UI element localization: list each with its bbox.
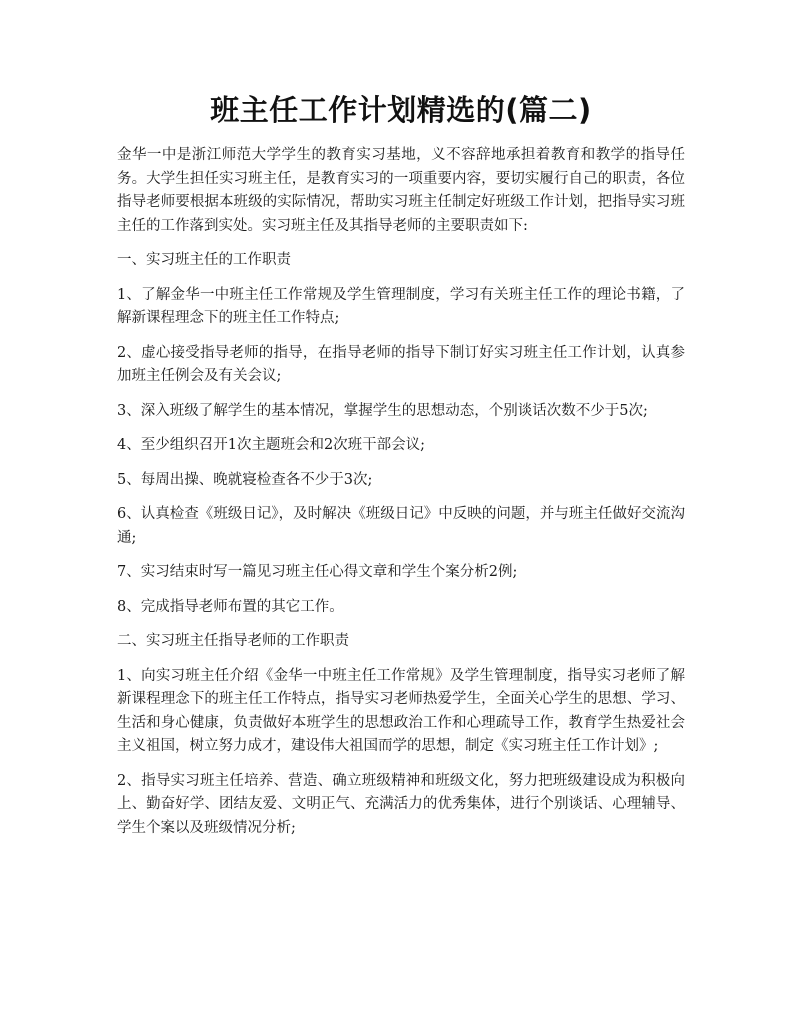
section-1-item: 4、至少组织召开1次主题班会和2次班干部会议; xyxy=(117,437,426,453)
section-2-item: 2、指导实习班主任培养、营造、确立班级精神和班级文化，努力把班级建设成为积极向上、勤奋好学、团结友爱、文明正气、充满活力的优秀集体，进行个别谈话、心理辅导、学生个案以及班级情况分析; xyxy=(117,772,685,836)
section-1-heading: 一、实习班主任的工作职责 xyxy=(117,252,291,268)
section-1-item: 1、了解金华一中班主任工作常规及学生管理制度，学习有关班主任工作的理论书籍，了解新课程理念下的班主任工作特点; xyxy=(117,286,685,326)
section-1-item: 6、认真检查《班级日记》，及时解决《班级日记》中反映的问题，并与班主任做好交流沟通; xyxy=(117,506,685,546)
section-1-item: 2、虚心接受指导老师的指导，在指导老师的指导下制订好实习班主任工作计划，认真参加班主任例会及有关会议; xyxy=(117,344,685,384)
section-1-item: 3、深入班级了解学生的基本情况，掌握学生的思想动态，个别谈话次数不少于5次; xyxy=(117,402,648,419)
section-1-item: 8、完成指导老师布置的其它工作。 xyxy=(117,598,344,615)
intro-paragraph: 金华一中是浙江师范大学学生的教育实习基地，义不容辞地承担着教育和教学的指导任务。大学生担任实习班主任，是教育实习的一项重要内容，要切实履行自己的职责，各位指导老师要根据本班级的实际情况，帮助实习班主任制定好班级工作计划，把指导实习班主任的工作落到实处。实习班主任及其指导老师的主要职责如下: xyxy=(117,147,685,234)
section-2-heading: 二、实习班主任指导老师的工作职责 xyxy=(117,633,349,649)
section-1-item: 7、实习结束时写一篇见习班主任心得文章和学生个案分析2例; xyxy=(117,564,518,580)
document-title: 班主任工作计划精选的(篇二) xyxy=(210,93,592,127)
section-1-item: 5、每周出操、晚就寝检查各不少于3次; xyxy=(117,471,373,488)
document-page xyxy=(117,90,685,851)
section-2-item: 1、向实习班主任介绍《金华一中班主任工作常规》及学生管理制度，指导实习老师了解新课程理念下的班主任工作特点，指导实习老师热爱学生，全面关心学生的思想、学习、生活和身心健康，负责做好本班学生的思想政治工作和心理疏导工作，教育学生热爱社会主义祖国，树立努力成才，建设伟大祖国而学的思想，制定《实习班主任工作计划》; xyxy=(117,667,685,754)
